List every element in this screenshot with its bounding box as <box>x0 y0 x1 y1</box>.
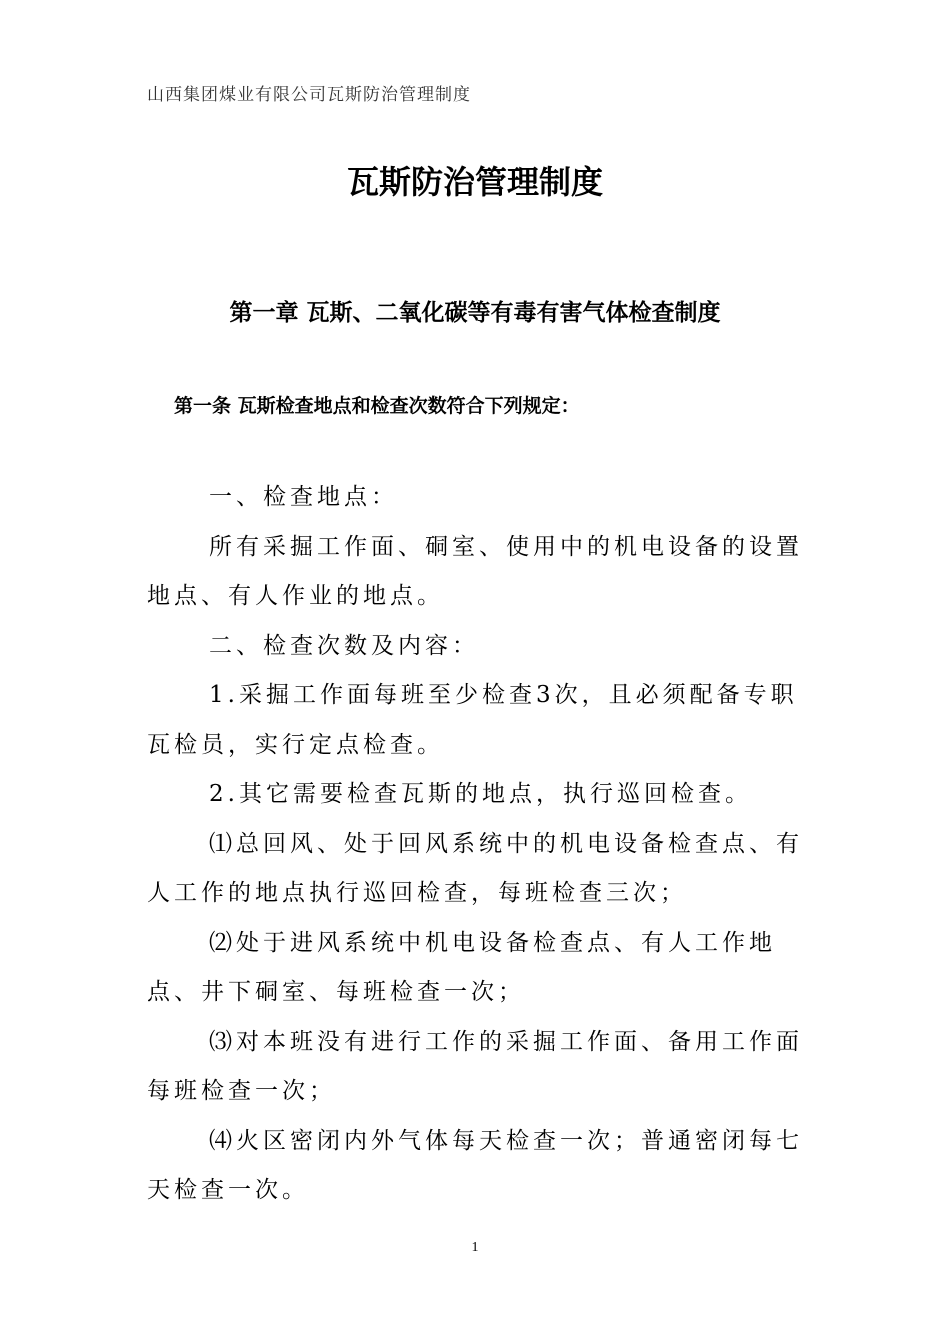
body-text <box>147 473 807 1216</box>
page-number: 1 <box>471 1240 479 1255</box>
paragraph-inspection-locations: 所有采掘工作面、硐室、使用中的机电设备的设置地点、有人作业的地点。 <box>147 533 803 609</box>
paragraph-inspection-locations-heading: 一、检查地点： <box>209 484 398 510</box>
paragraph-subitem-4: ⑷火区密闭内外气体每天检查一次；普通密闭每七天检查一次。 <box>147 1127 803 1203</box>
paragraph-subitem-1: ⑴总回风、处于回风系统中的机电设备检查点、有人工作的地点执行巡回检查，每班检查三次； <box>147 830 803 906</box>
running-header: 山西集团煤业有限公司瓦斯防治管理制度 <box>147 85 471 105</box>
document-title: 瓦斯防治管理制度 <box>346 163 603 201</box>
paragraph-subitem-3: ⑶对本班没有进行工作的采掘工作面、备用工作面每班检查一次； <box>147 1028 803 1104</box>
paragraph-item-1: 1.采掘工作面每班至少检查3次，且必须配备专职瓦检员，实行定点检查。 <box>147 682 798 758</box>
chapter-title: 第一章 瓦斯、二氧化碳等有毒有害气体检查制度 <box>229 300 721 326</box>
article-title: 第一条 瓦斯检查地点和检查次数符合下列规定： <box>174 395 580 417</box>
paragraph-subitem-2: ⑵处于进风系统中机电设备检查点、有人工作地点、井下硐室、每班检查一次； <box>147 929 776 1005</box>
paragraph-inspection-frequency-heading: 二、检查次数及内容： <box>209 632 479 659</box>
paragraph-item-2: 2.其它需要检查瓦斯的地点，执行巡回检查。 <box>209 781 752 807</box>
